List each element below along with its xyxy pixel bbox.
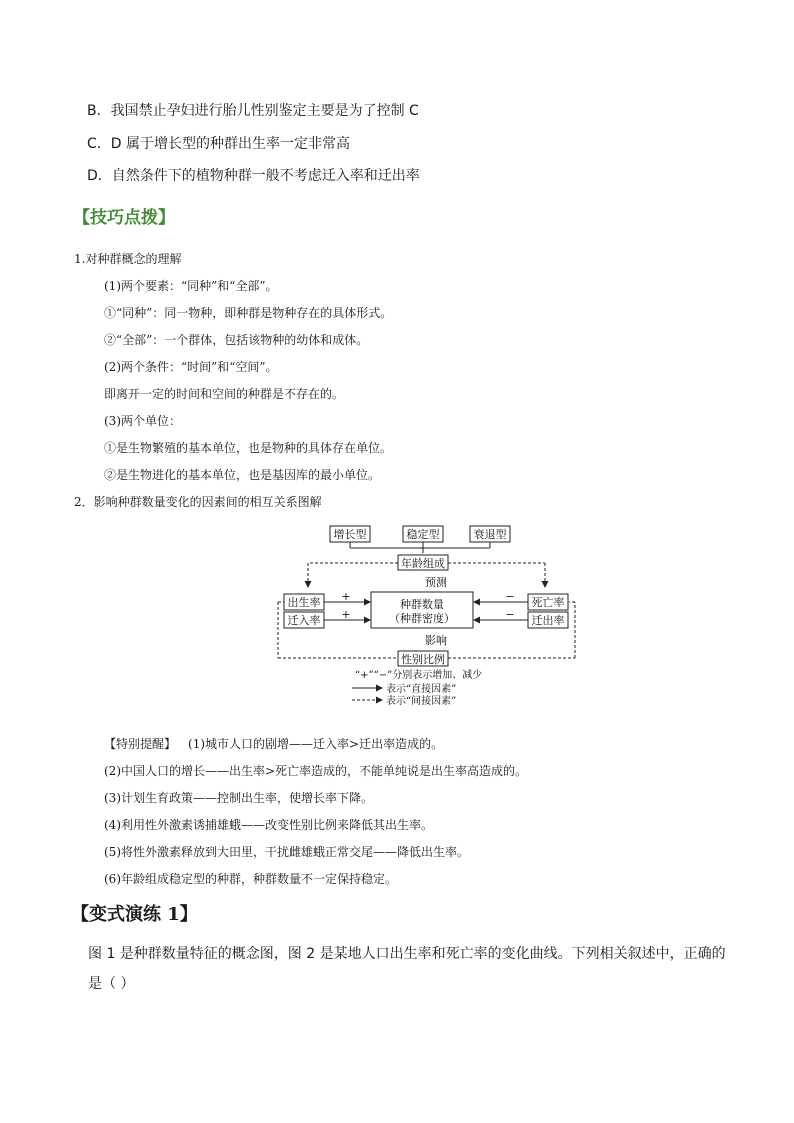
tip-line: (3)两个单位： <box>104 414 181 428</box>
tip-line: (1)两个要素：“同种”和“全部”。 <box>104 279 278 293</box>
tip-line: ②“全部”：一个群体，包括该物种的幼体和成体。 <box>104 333 369 347</box>
sign-plus-2: + <box>341 608 351 621</box>
reminder-item: (1)城市人口的剧增——迁入率>迁出率造成的。 <box>188 737 444 751</box>
label-growth-type: 增长型 <box>333 528 367 541</box>
tips-heading: 【技巧点拨】 <box>73 208 175 228</box>
legend-indirect: 表示“间接因素” <box>386 696 457 707</box>
legend-sign-meaning: “+”“−”分别表示增加、减少 <box>355 670 483 681</box>
exercise-question-line2: 是（ ） <box>88 976 135 992</box>
label-sex-ratio: 性别比例 <box>401 653 445 666</box>
label-age-structure: 年龄组成 <box>401 557 445 570</box>
option-c: C．D 属于增长型的种群出生率一定非常高 <box>87 136 351 152</box>
tip-line: 即离开一定的时间和空间的种群是不存在的。 <box>104 387 345 401</box>
reminder-line-1 <box>104 735 443 752</box>
label-population-size: 种群数量 <box>400 598 444 611</box>
label-population-density: （种群密度） <box>389 612 455 625</box>
label-stable-type: 稳定型 <box>406 528 440 541</box>
tip-line: ①是生物繁殖的基本单位，也是物种的具体存在单位。 <box>104 441 393 455</box>
legend-direct: 表示“直接因素” <box>386 684 457 695</box>
reminder-item: (2)中国人口的增长——出生率>死亡率造成的，不能单纯说是出生率高造成的。 <box>104 764 528 778</box>
option-d: D．自然条件下的植物种群一般不考虑迁入率和迁出率 <box>87 168 420 184</box>
label-affect: 影响 <box>425 634 447 647</box>
label-birth-rate: 出生率 <box>287 596 321 609</box>
label-predict: 预测 <box>425 576 447 589</box>
sign-plus-1: + <box>341 590 351 603</box>
label-decline-type: 衰退型 <box>473 528 507 541</box>
sign-minus-2: − <box>505 608 515 621</box>
sign-minus-1: − <box>505 590 515 603</box>
reminder-item: (5)将性外激素释放到大田里，干扰雌雄蛾正常交尾——降低出生率。 <box>104 845 470 859</box>
option-b: B．我国禁止孕妇进行胎儿性别鉴定主要是为了控制 C <box>87 103 419 119</box>
label-emigration-rate: 迁出率 <box>531 614 565 627</box>
reminder-item: (6)年龄组成稳定型的种群，种群数量不一定保持稳定。 <box>104 872 398 886</box>
label-immigration-rate: 迁入率 <box>287 614 321 627</box>
exercise-heading: 【变式演练 1】 <box>71 904 198 925</box>
population-factors-diagram <box>260 520 590 720</box>
tip-line: ②是生物进化的基本单位，也是基因库的最小单位。 <box>104 468 381 482</box>
section1-title: 1.对种群概念的理解 <box>74 252 182 266</box>
section2-title: 2．影响种群数量变化的因素间的相互关系图解 <box>74 495 322 509</box>
tip-line: (2)两个条件：“时间”和“空间”。 <box>104 360 278 374</box>
reminder-label: 【特别提醒】 <box>104 737 177 751</box>
tip-line: ①“同种”：同一物种，即种群是物种存在的具体形式。 <box>104 306 393 320</box>
reminder-item: (4)利用性外激素诱捕雄蛾——改变性别比例来降低其出生率。 <box>104 818 434 832</box>
label-death-rate: 死亡率 <box>531 596 565 609</box>
reminder-item: (3)计划生育政策——控制出生率，使增长率下降。 <box>104 791 373 805</box>
exercise-question-line1: 图 1 是种群数量特征的概念图，图 2 是某地人口出生率和死亡率的变化曲线。下列相关叙述中，正确的 <box>88 946 726 962</box>
